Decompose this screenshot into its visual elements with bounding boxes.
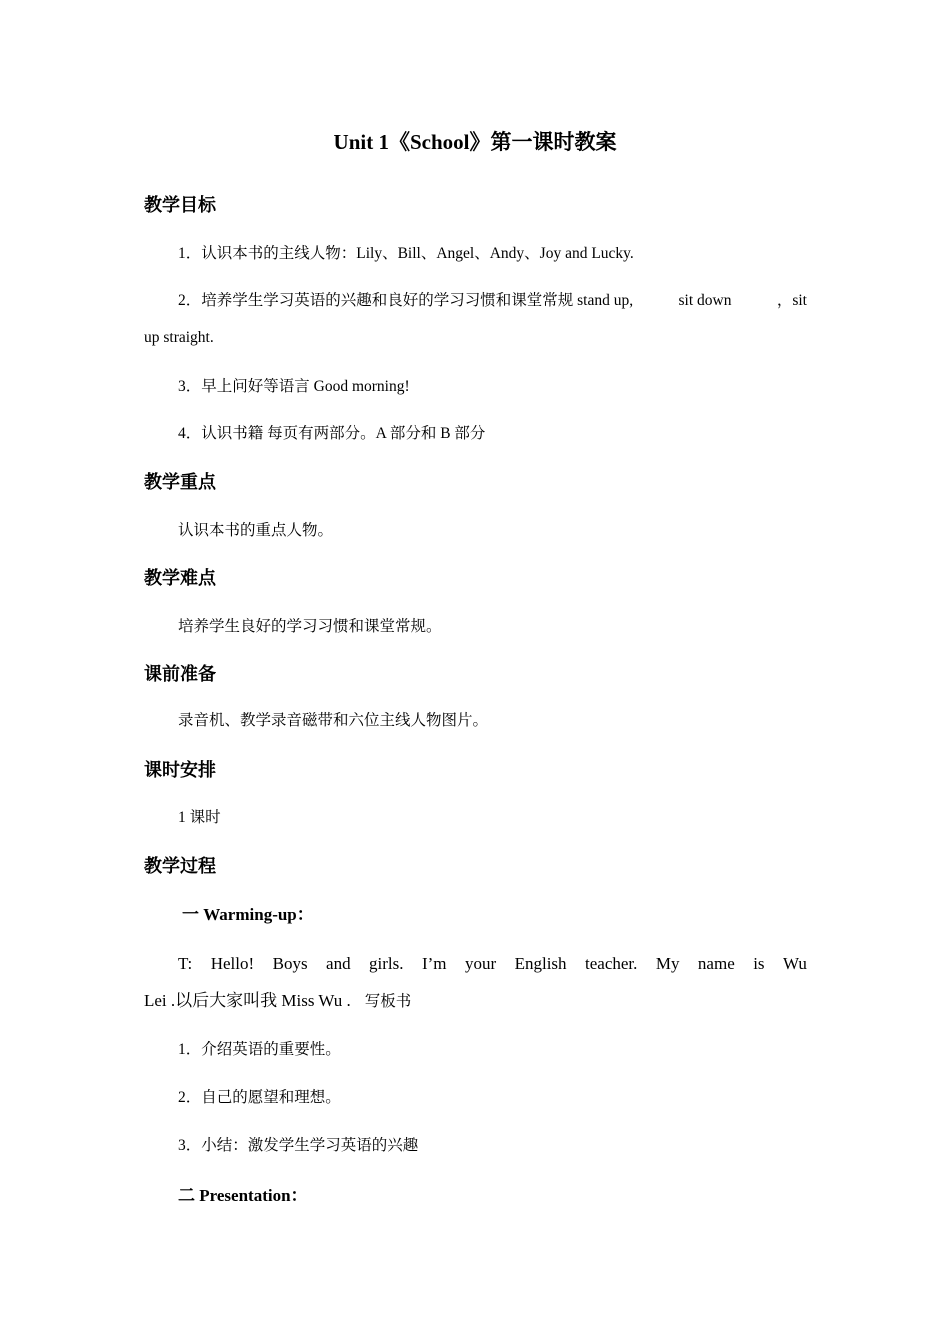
teacher-greeting-continued xyxy=(144,990,411,1013)
teacher-word: name xyxy=(697,954,735,973)
teacher-word: Hello! xyxy=(210,954,255,973)
warmup-title: 一 Warming-up： xyxy=(182,905,314,924)
teacher-word: Boys xyxy=(272,954,308,973)
teacher-word: I’m xyxy=(421,954,447,973)
process-heading: 教学过程 xyxy=(144,856,216,876)
teacher-word: your xyxy=(464,954,497,973)
teacher-word: girls. xyxy=(369,954,404,973)
teacher-greeting-line xyxy=(178,952,807,976)
objective-item-1: 1．认识本书的主线人物：Lily、Bill、Angel、Andy、Joy and Lucky. xyxy=(178,245,634,262)
objective-item-2-continued: up straight. xyxy=(144,329,214,346)
objectives-heading: 教学目标 xyxy=(144,195,216,215)
objective-item-2-part: sit down xyxy=(678,292,732,309)
teacher-word: teacher. xyxy=(585,954,638,973)
key-points-heading: 教学重点 xyxy=(144,472,216,492)
objective-item-3: 3．早上问好等语言 Good morning! xyxy=(178,378,410,395)
schedule-heading: 课时安排 xyxy=(144,760,216,780)
difficulties-heading: 教学难点 xyxy=(144,568,216,588)
process-step-1: 1．介绍英语的重要性。 xyxy=(178,1041,341,1058)
preparation-text: 录音机、教学录音磁带和六位主线人物图片。 xyxy=(178,712,489,729)
process-step-3: 3．小结：激发学生学习英语的兴趣 xyxy=(178,1137,419,1154)
teacher-word: is xyxy=(753,954,765,973)
objective-item-2-part: 2．培养学生学习英语的兴趣和良好的学习习惯和课堂常规 stand up, xyxy=(178,292,634,309)
objective-item-2 xyxy=(178,290,807,312)
page-title: Unit 1《School》第一课时教案 xyxy=(333,130,617,154)
teacher-word: and xyxy=(326,954,351,973)
process-step-2: 2．自己的愿望和理想。 xyxy=(178,1089,341,1106)
teacher-word: English xyxy=(514,954,567,973)
teacher-word: Wu xyxy=(783,954,807,973)
objective-item-4: 4．认识书籍 每页有两部分。A 部分和 B 部分 xyxy=(178,425,486,442)
presentation-title: 二 Presentation： xyxy=(178,1186,308,1205)
key-points-text: 认识本书的重点人物。 xyxy=(178,522,334,539)
preparation-heading: 课前准备 xyxy=(144,664,216,684)
schedule-text: 1 课时 xyxy=(178,809,221,826)
difficulties-text: 培养学生良好的学习习惯和课堂常规。 xyxy=(178,618,442,635)
teacher-word: T: xyxy=(178,954,193,973)
teacher-note: 写板书 xyxy=(364,993,412,1010)
objective-item-2-part: ，sit xyxy=(776,292,807,309)
teacher-greeting-text: Lei .以后大家叫我 Miss Wu . xyxy=(144,991,351,1010)
teacher-word: My xyxy=(655,954,680,973)
